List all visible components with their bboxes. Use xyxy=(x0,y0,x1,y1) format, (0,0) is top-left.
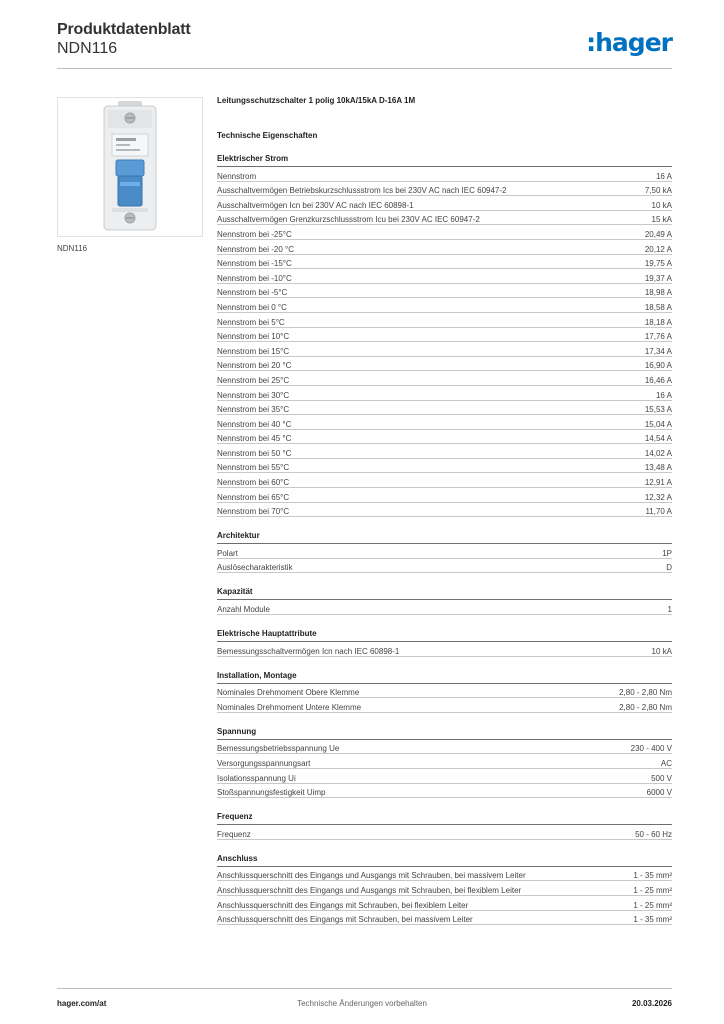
spec-row xyxy=(217,444,672,459)
spec-label: Ausschaltvermögen Betriebskurzschlussstrom Ics bei 230V AC nach IEC 60947-2 xyxy=(217,186,507,196)
spec-value: 16,46 A xyxy=(644,375,672,385)
spec-value: 1 - 25 mm² xyxy=(633,900,672,910)
spec-row xyxy=(217,371,672,386)
spec-label: Nennstrom bei -10°C xyxy=(217,273,292,283)
spec-label: Nominales Drehmoment Untere Klemme xyxy=(217,702,362,712)
spec-value: 15 kA xyxy=(651,215,672,225)
spec-row xyxy=(217,911,672,926)
spec-label: Nennstrom bei 10°C xyxy=(217,332,290,342)
group-heading: Architektur xyxy=(217,530,672,544)
spec-value: 2,80 - 2,80 Nm xyxy=(619,688,672,698)
spec-label: Nennstrom bei 45 °C xyxy=(217,434,292,444)
spec-value: 17,76 A xyxy=(644,332,672,342)
spec-value: 20,49 A xyxy=(644,229,672,239)
spec-value: 18,98 A xyxy=(644,288,672,298)
spec-label: Nennstrom bei 55°C xyxy=(217,463,290,473)
spec-value: 12,91 A xyxy=(644,478,672,488)
spec-group xyxy=(217,670,672,713)
spec-row xyxy=(217,600,672,615)
footer-disclaimer: Technische Änderungen vorbehalten xyxy=(297,999,427,1008)
page-header xyxy=(57,21,191,58)
spec-label: Nennstrom bei -20 °C xyxy=(217,244,295,254)
spec-value: 18,18 A xyxy=(644,317,672,327)
spec-label: Bemessungsschaltvermögen Icn nach IEC 60898-1 xyxy=(217,646,400,656)
spec-value: 500 V xyxy=(651,773,672,783)
product-code: NDN116 xyxy=(57,40,118,57)
spec-row xyxy=(217,642,672,657)
spec-value: 1P xyxy=(662,548,672,558)
circuit-breaker-image xyxy=(58,98,202,236)
document-title: Leitungsschutzschalter 1 polig 10kA/15kA D-16A 1M xyxy=(217,96,416,105)
spec-label: Stoßspannungsfestigkeit Uimp xyxy=(217,788,326,798)
spec-label: Nennstrom bei 60°C xyxy=(217,478,290,488)
spec-value: 7,50 kA xyxy=(644,186,672,196)
spec-label: Ausschaltvermögen Grenzkurzschlussstrom Icu bei 230V AC IEC 60947-2 xyxy=(217,215,480,225)
spec-label: Nennstrom bei 15°C xyxy=(217,346,290,356)
spec-value: 16 A xyxy=(655,390,672,400)
spec-label: Nennstrom bei 20 °C xyxy=(217,361,292,371)
spec-row xyxy=(217,825,672,840)
spec-row xyxy=(217,415,672,430)
spec-value: 15,04 A xyxy=(644,419,672,429)
spec-row xyxy=(217,225,672,240)
spec-label: Isolationsspannung Ui xyxy=(217,773,296,783)
spec-group xyxy=(217,853,672,925)
spec-row xyxy=(217,769,672,784)
spec-row xyxy=(217,459,672,474)
spec-label: Nennstrom bei -25°C xyxy=(217,229,292,239)
spec-value: 1 xyxy=(667,605,672,615)
spec-row xyxy=(217,684,672,699)
spec-value: 1 - 25 mm² xyxy=(633,885,672,895)
product-image xyxy=(57,97,203,237)
spec-value: 230 - 400 V xyxy=(630,744,672,754)
spec-value: 15,53 A xyxy=(644,405,672,415)
spec-label: Nennstrom bei 65°C xyxy=(217,492,290,502)
spec-row xyxy=(217,196,672,211)
spec-label: Auslösecharakteristik xyxy=(217,563,293,573)
group-heading: Installation, Montage xyxy=(217,670,672,684)
spec-label: Nennstrom xyxy=(217,171,257,181)
spec-group xyxy=(217,726,672,798)
spec-row xyxy=(217,342,672,357)
spec-label: Nennstrom bei 40 °C xyxy=(217,419,292,429)
spec-row xyxy=(217,867,672,882)
group-heading: Elektrische Hauptattribute xyxy=(217,628,672,642)
spec-value: 14,02 A xyxy=(644,448,672,458)
spec-row xyxy=(217,357,672,372)
page-title: Produktdatenblatt xyxy=(57,21,191,38)
section-title: Technische Eigenschaften xyxy=(217,131,318,140)
spec-value: 19,75 A xyxy=(644,259,672,269)
spec-label: Nennstrom bei 5°C xyxy=(217,317,285,327)
spec-value: AC xyxy=(660,759,672,768)
spec-value: 16,90 A xyxy=(644,361,672,371)
spec-label: Nennstrom bei -5°C xyxy=(217,288,288,298)
spec-row xyxy=(217,386,672,401)
spec-label: Anzahl Module xyxy=(217,605,270,615)
group-heading: Spannung xyxy=(217,726,672,740)
spec-label: Nennstrom bei 50 °C xyxy=(217,448,292,458)
spec-label: Anschlussquerschnitt des Eingangs mit Schrauben, bei massivem Leiter xyxy=(217,915,473,925)
spec-group xyxy=(217,628,672,657)
spec-value: 2,80 - 2,80 Nm xyxy=(619,702,672,712)
spec-value: 6000 V xyxy=(646,788,672,798)
spec-row xyxy=(217,488,672,503)
spec-label: Anschlussquerschnitt des Eingangs und Ausgangs mit Schrauben, bei massivem Leiter xyxy=(217,871,526,881)
spec-row xyxy=(217,881,672,896)
spec-label: Versorgungsspannungsart xyxy=(217,759,311,768)
spec-groups xyxy=(217,153,672,925)
spec-row xyxy=(217,269,672,284)
spec-label: Nennstrom bei 70°C xyxy=(217,507,290,517)
spec-value: 19,37 A xyxy=(644,273,672,283)
spec-row xyxy=(217,255,672,270)
spec-group xyxy=(217,153,672,517)
spec-group xyxy=(217,586,672,615)
spec-value: 17,34 A xyxy=(644,346,672,356)
spec-label: Nennstrom bei 30°C xyxy=(217,390,290,400)
spec-row xyxy=(217,698,672,713)
spec-row xyxy=(217,313,672,328)
spec-row xyxy=(217,430,672,445)
spec-value: 1 - 35 mm² xyxy=(633,915,672,925)
spec-value: 20,12 A xyxy=(644,244,672,254)
group-heading: Elektrischer Strom xyxy=(217,153,672,167)
spec-label: Ausschaltvermögen Icn bei 230V AC nach IEC 60898-1 xyxy=(217,200,414,210)
spec-label: Nennstrom bei 0 °C xyxy=(217,302,287,312)
spec-value: 13,48 A xyxy=(644,463,672,473)
spec-row xyxy=(217,401,672,416)
spec-row xyxy=(217,240,672,255)
spec-row xyxy=(217,167,672,182)
spec-row xyxy=(217,182,672,197)
spec-value: 18,58 A xyxy=(644,302,672,312)
spec-row xyxy=(217,473,672,488)
spec-label: Polart xyxy=(217,548,238,558)
spec-value: 12,32 A xyxy=(644,492,672,502)
spec-value: 1 - 35 mm² xyxy=(633,871,672,881)
group-heading: Frequenz xyxy=(217,811,672,825)
spec-value: 10 kA xyxy=(651,200,672,210)
spec-row xyxy=(217,298,672,313)
spec-row xyxy=(217,896,672,911)
footer-divider xyxy=(57,988,672,989)
spec-row xyxy=(217,328,672,343)
spec-value: 11,70 A xyxy=(645,507,672,517)
spec-value: D xyxy=(666,563,672,573)
image-caption: NDN116 xyxy=(57,244,88,253)
spec-label: Frequenz xyxy=(217,829,251,839)
spec-row xyxy=(217,559,672,574)
footer-website[interactable]: hager.com/at xyxy=(57,999,107,1008)
spec-value: 14,54 A xyxy=(644,434,672,444)
spec-group xyxy=(217,530,672,573)
group-heading: Kapazität xyxy=(217,586,672,600)
spec-label: Nennstrom bei 35°C xyxy=(217,405,290,415)
spec-value: 50 - 60 Hz xyxy=(635,829,672,839)
spec-label: Anschlussquerschnitt des Eingangs mit Schrauben, bei flexiblem Leiter xyxy=(217,900,469,910)
spec-content xyxy=(217,96,672,925)
spec-row xyxy=(217,503,672,518)
spec-row xyxy=(217,740,672,755)
spec-value: 16 A xyxy=(655,171,672,181)
spec-label: Anschlussquerschnitt des Eingangs und Ausgangs mit Schrauben, bei flexiblem Leiter xyxy=(217,885,522,895)
spec-row xyxy=(217,544,672,559)
spec-row xyxy=(217,784,672,799)
spec-label: Nennstrom bei 25°C xyxy=(217,375,290,385)
spec-group xyxy=(217,811,672,840)
header-divider xyxy=(57,68,672,69)
spec-label: Bemessungsbetriebsspannung Ue xyxy=(217,744,340,754)
hager-logo: :hager xyxy=(586,28,672,57)
group-heading: Anschluss xyxy=(217,853,672,867)
spec-row xyxy=(217,211,672,226)
spec-value: 10 kA xyxy=(651,646,672,656)
spec-label: Nominales Drehmoment Obere Klemme xyxy=(217,688,360,698)
spec-label: Nennstrom bei -15°C xyxy=(217,259,292,269)
spec-row xyxy=(217,284,672,299)
spec-row xyxy=(217,754,672,769)
footer-date: 20.03.2026 xyxy=(631,999,672,1008)
